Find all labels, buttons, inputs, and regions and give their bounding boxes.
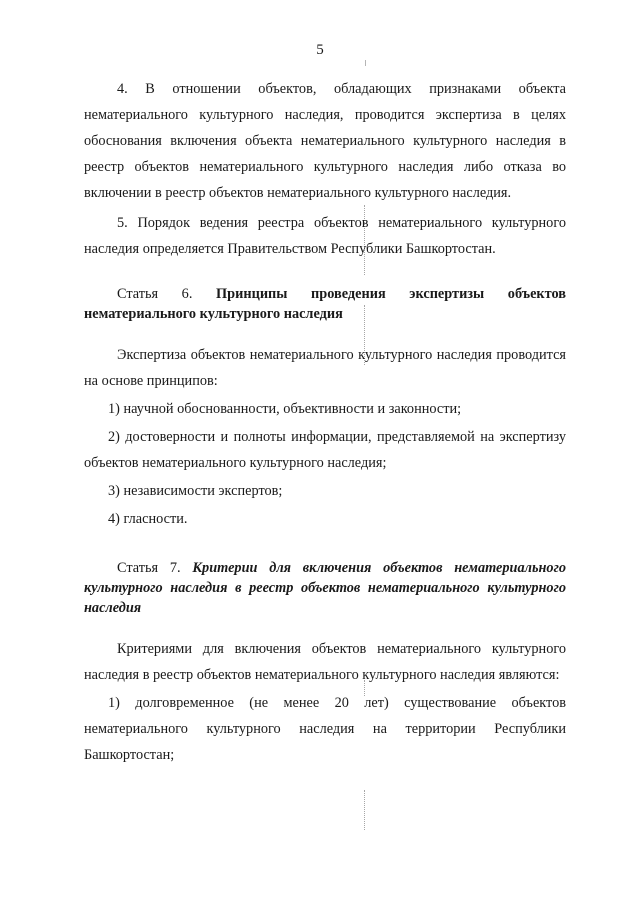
paragraph-5: 5. Порядок ведения реестра объектов нематериального культурного наследия определяется Правительством Республики Башкортостан. [84,215,566,257]
article-6-item: 1) научной обоснованности, объективности и законности; [108,401,462,417]
article-7-heading [84,558,566,618]
article-6-item: 2) достоверности и полноты информации, представляемой на экспертизу объектов нематериального культурного наследия; [84,429,566,471]
article-6-heading [84,284,566,324]
document-body [84,76,566,768]
article-7-intro: Критериями для включения объектов нематериального культурного наследия в реестр объектов нематериального культурного наследия являются: [84,641,566,683]
article-7-prefix: Статья 7. [117,560,181,576]
article-6-intro: Экспертиза объектов нематериального культурного наследия проводится на основе принципов: [84,347,566,389]
article-6-title: Принципы проведения экспертизы объектов нематериального культурного наследия [84,286,567,322]
scan-mark [365,60,366,66]
page-number: 5 [316,42,324,58]
article-6-prefix: Статья 6. [117,286,193,302]
article-6-item: 3) независимости экспертов; [108,483,283,499]
article-7-title: Критерии для включения объектов нематериального культурного наследия в реестр объектов нематериального культурного наследия [84,560,567,616]
article-6-item: 4) гласности. [108,511,188,527]
paragraph-4: 4. В отношении объектов, обладающих признаками объекта нематериального культурного наследия, проводится экспертиза в целях обоснования включения объекта нематериального культурного наследия в реестр объектов нематериального культурного наследия либо отказа во включении в реестр объектов нематериального культурного наследия. [84,81,566,201]
scan-fold-line [364,790,365,830]
article-7-item: 1) долговременное (не менее 20 лет) существование объектов нематериального культурного наследия на территории Республики Башкортостан; [84,695,566,763]
